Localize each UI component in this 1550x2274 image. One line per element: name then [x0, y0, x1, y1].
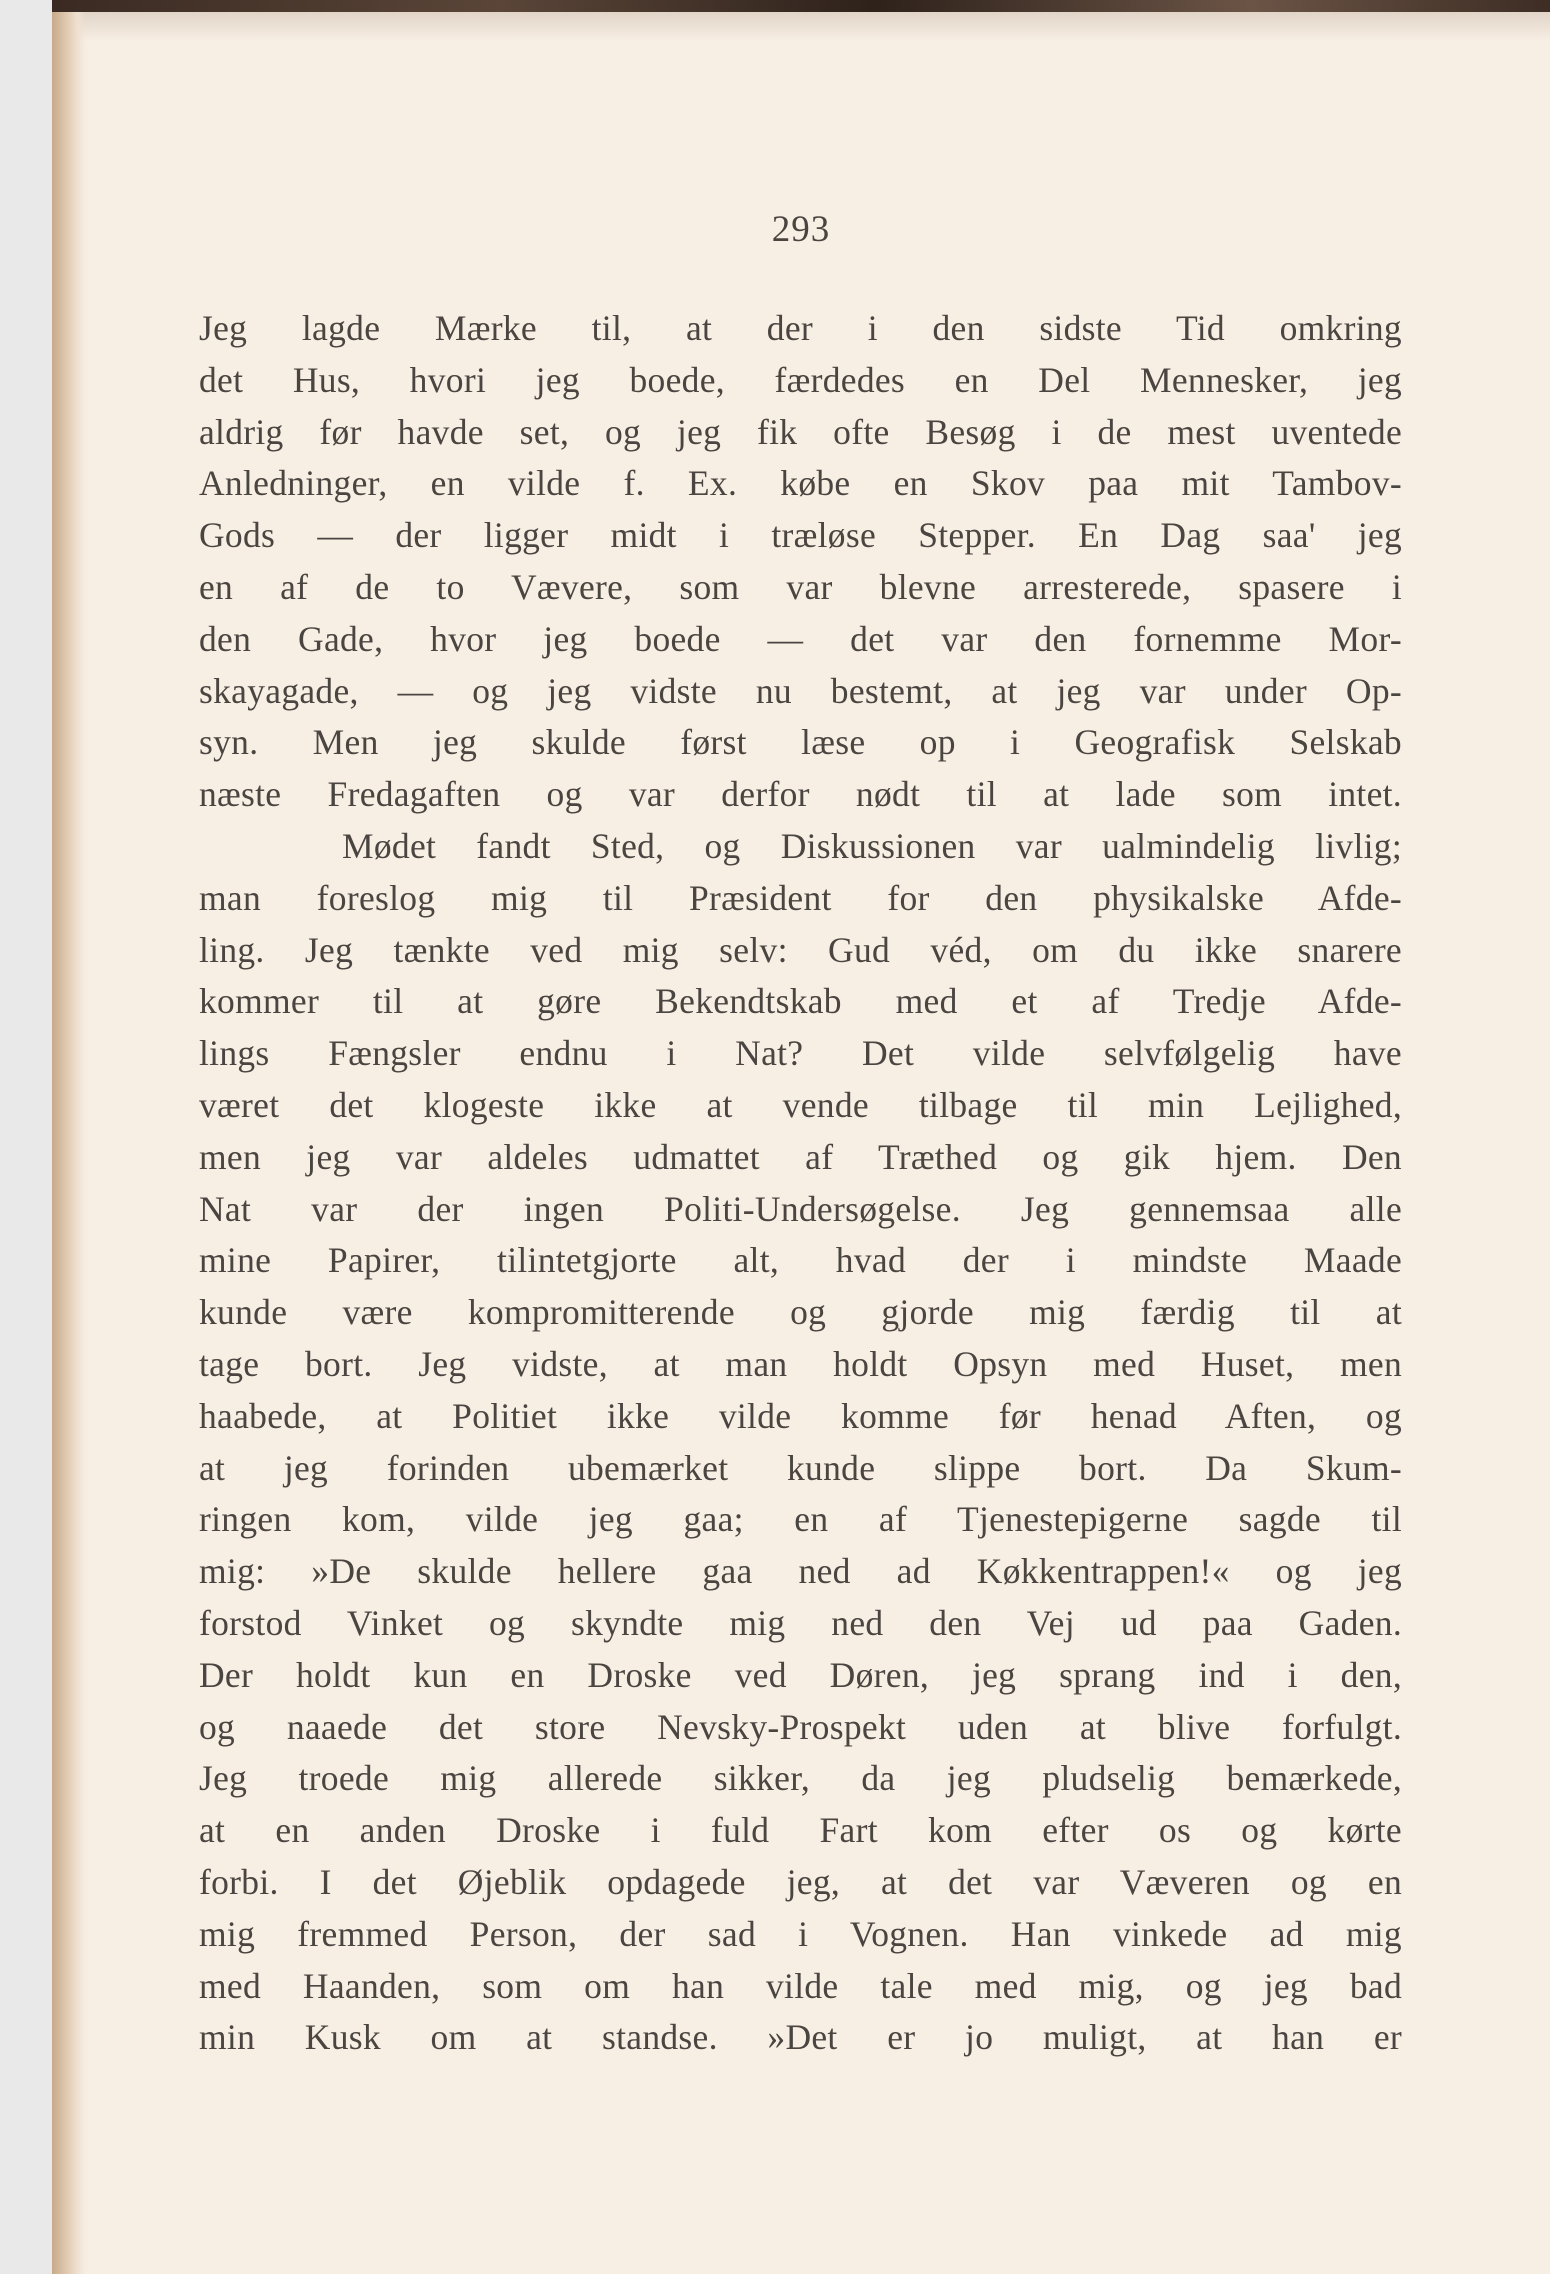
page-top-shadow: [52, 12, 1550, 42]
text-line: skayagade, — og jeg vidste nu bestemt, at jeg var under Op-: [199, 670, 1402, 711]
text-line: tage bort. Jeg vidste, at man holdt Opsyn med Huset, men: [199, 1343, 1402, 1384]
text-line: mig fremmed Person, der sad i Vognen. Han vinkede ad mig: [199, 1913, 1402, 1954]
text-line: aldrig før havde set, og jeg fik ofte Besøg i de mest uventede: [199, 411, 1402, 452]
text-line: med Haanden, som om han vilde tale med mig, og jeg bad: [199, 1965, 1402, 2006]
text-line: Jeg lagde Mærke til, at der i den sidste Tid omkring: [199, 308, 1402, 348]
text-line: lings Fængsler endnu i Nat? Det vilde selvfølgelig have: [199, 1033, 1402, 1074]
text-line: min Kusk om at standse. »Det er jo muligt, at han er: [199, 2017, 1402, 2058]
text-line: mig: »De skulde hellere gaa ned ad Køkkentrappen!« og jeg: [199, 1551, 1402, 1592]
text-line: og naaede det store Nevsky-Prospekt uden at blive forfulgt.: [199, 1706, 1402, 1747]
text-line: næste Fredagaften og var derfor nødt til at lade som intet.: [199, 774, 1402, 815]
text-line: den Gade, hvor jeg boede — det var den fornemme Mor-: [199, 618, 1402, 659]
text-line: det Hus, hvori jeg boede, færdedes en Del Mennesker, jeg: [199, 359, 1402, 400]
text-line: forstod Vinket og skyndte mig ned den Vej ud paa Gaden.: [199, 1602, 1402, 1643]
text-line: ringen kom, vilde jeg gaa; en af Tjenestepigerne sagde til: [199, 1499, 1402, 1540]
text-line: man foreslog mig til Præsident for den physikalske Afde-: [199, 877, 1402, 918]
text-line: at en anden Droske i fuld Fart kom efter os og kørte: [199, 1810, 1402, 1851]
text-line: Nat var der ingen Politi-Undersøgelse. Jeg gennemsaa alle: [199, 1188, 1402, 1229]
text-line: men jeg var aldeles udmattet af Træthed og gik hjem. Den: [199, 1136, 1402, 1177]
text-line: syn. Men jeg skulde først læse op i Geografisk Selskab: [199, 722, 1402, 763]
text-line: haabede, at Politiet ikke vilde komme før henad Aften, og: [199, 1395, 1402, 1436]
page-top-edge: [52, 0, 1550, 12]
text-line: ling. Jeg tænkte ved mig selv: Gud véd, om du ikke snarere: [199, 929, 1402, 970]
text-line: kunde være kompromitterende og gjorde mig færdig til at: [199, 1292, 1402, 1333]
text-line: mine Papirer, tilintetgjorte alt, hvad der i mindste Maade: [199, 1240, 1402, 1281]
text-line: Mødet fandt Sted, og Diskussionen var ualmindelig livlig;: [342, 825, 1402, 866]
text-line: Anledninger, en vilde f. Ex. købe en Skov paa mit Tambov-: [199, 463, 1402, 504]
book-page: [52, 0, 1550, 2274]
book-spine-shadow: [52, 12, 86, 2274]
text-line: forbi. I det Øjeblik opdagede jeg, at det var Væveren og en: [199, 1861, 1402, 1902]
text-line: en af de to Vævere, som var blevne arresterede, spasere i: [199, 566, 1402, 607]
text-line: Gods — der ligger midt i træløse Stepper. En Dag saa' jeg: [199, 515, 1402, 556]
text-line: Jeg troede mig allerede sikker, da jeg pludselig bemærkede,: [199, 1758, 1402, 1799]
text-line: at jeg forinden ubemærket kunde slippe bort. Da Skum-: [199, 1447, 1402, 1488]
text-line: Der holdt kun en Droske ved Døren, jeg sprang ind i den,: [199, 1654, 1402, 1695]
scan-margin: [0, 0, 52, 2274]
body-text: [199, 303, 1402, 2064]
text-line: været det klogeste ikke at vende tilbage til min Lejlighed,: [199, 1084, 1402, 1125]
text-line: kommer til at gøre Bekendtskab med et af Tredje Afde-: [199, 981, 1402, 1022]
page-number: 293: [771, 209, 831, 250]
